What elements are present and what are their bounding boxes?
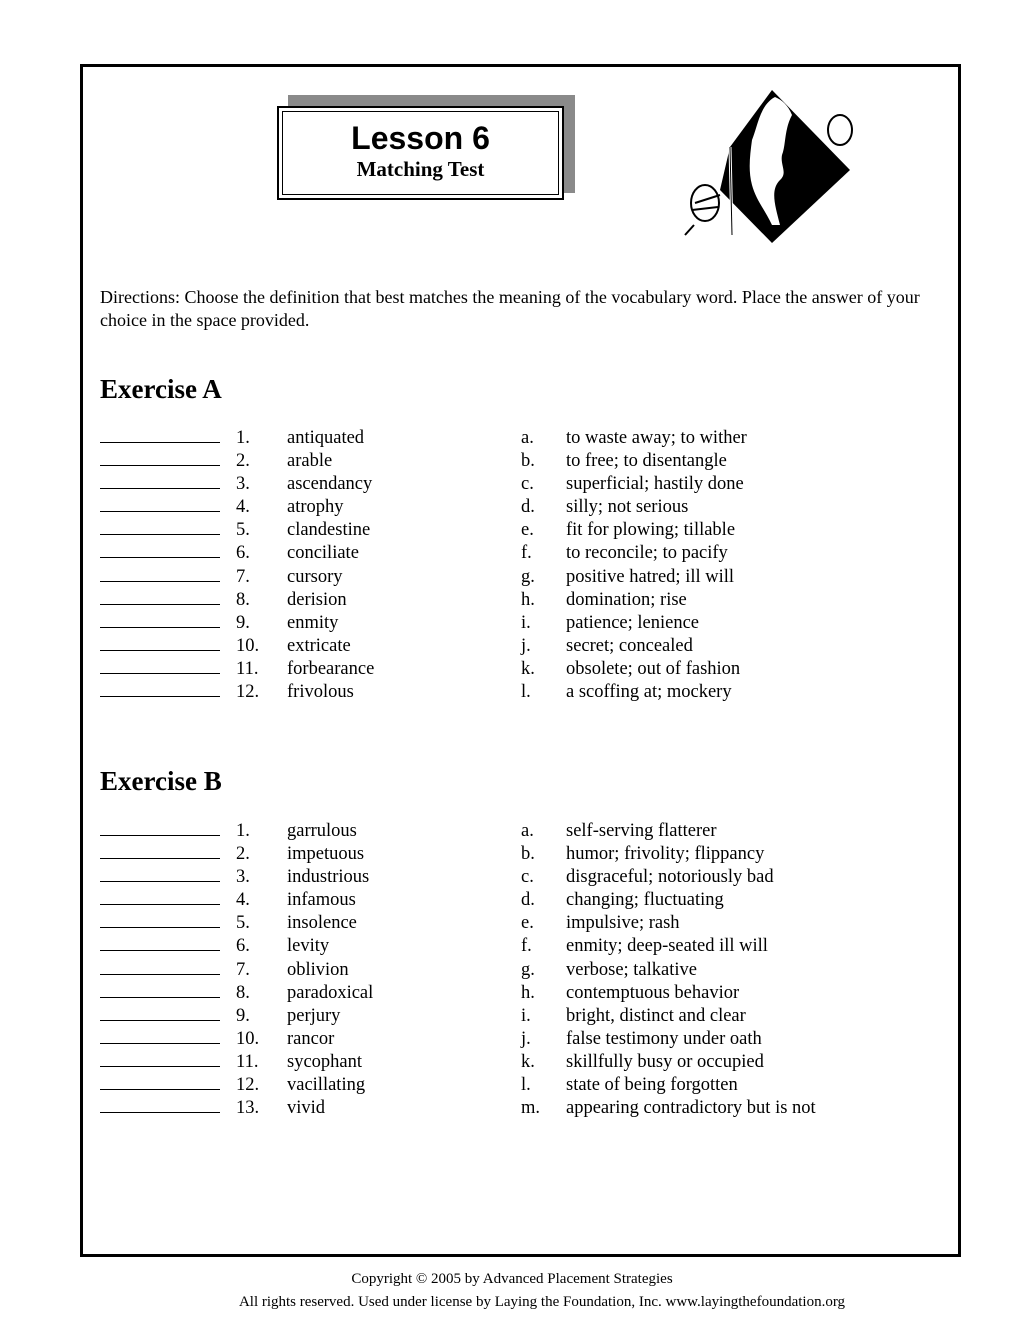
definition-letter: f.: [521, 543, 532, 564]
definition-letter: e.: [521, 913, 534, 934]
vocabulary-word: rancor: [287, 1028, 335, 1049]
definition-letter: m.: [521, 1098, 541, 1119]
item-number: 10.: [236, 635, 260, 656]
matching-row: [0, 820, 1024, 843]
matching-row: [0, 889, 1024, 912]
answer-blank[interactable]: [100, 866, 220, 882]
answer-blank[interactable]: [100, 566, 220, 582]
matching-row: [0, 982, 1024, 1005]
exercise-b-heading: Exercise B: [100, 766, 222, 796]
item-number: 8.: [236, 589, 250, 610]
matching-row: [0, 681, 1024, 704]
title-box: [277, 106, 564, 200]
vocabulary-word: paradoxical: [287, 982, 374, 1003]
vocabulary-word: insolence: [287, 913, 357, 934]
vocabulary-word: levity: [287, 936, 330, 957]
matching-row: [0, 519, 1024, 542]
vocabulary-word: frivolous: [287, 682, 354, 703]
item-number: 3.: [236, 867, 250, 888]
definition-letter: b.: [521, 451, 535, 472]
matching-row: [0, 635, 1024, 658]
item-number: 8.: [236, 982, 250, 1003]
definition-letter: d.: [521, 497, 535, 518]
matching-row: [0, 935, 1024, 958]
answer-blank[interactable]: [100, 473, 220, 489]
item-number: 13.: [236, 1098, 260, 1119]
definition-text: disgraceful; notoriously bad: [566, 867, 774, 888]
definition-letter: g.: [521, 566, 535, 587]
answer-blank[interactable]: [100, 982, 220, 998]
lesson-title: Lesson 6: [351, 120, 490, 156]
definition-letter: l.: [521, 682, 531, 703]
exercise-a-list: [0, 427, 1024, 704]
answer-blank[interactable]: [100, 959, 220, 975]
answer-blank[interactable]: [100, 935, 220, 951]
item-number: 2.: [236, 451, 250, 472]
item-number: 11.: [236, 658, 259, 679]
definition-text: impulsive; rash: [566, 913, 680, 934]
answer-blank[interactable]: [100, 612, 220, 628]
vocabulary-word: impetuous: [287, 844, 365, 865]
matching-row: [0, 658, 1024, 681]
matching-row: [0, 427, 1024, 450]
vocabulary-word: antiquated: [287, 428, 365, 448]
definition-text: patience; lenience: [566, 612, 700, 633]
matching-row: [0, 1097, 1024, 1120]
item-number: 10.: [236, 1028, 260, 1049]
definition-letter: h.: [521, 982, 535, 1003]
matching-row: [0, 843, 1024, 866]
vocabulary-word: enmity: [287, 612, 339, 633]
definition-letter: i.: [521, 1005, 531, 1026]
definition-letter: j.: [521, 1028, 531, 1049]
definition-text: humor; frivolity; flippancy: [566, 844, 765, 865]
item-number: 1.: [236, 428, 250, 448]
matching-row: [0, 566, 1024, 589]
item-number: 5.: [236, 913, 250, 934]
answer-blank[interactable]: [100, 1051, 220, 1067]
definition-text: to free; to disentangle: [566, 451, 727, 472]
definition-text: false testimony under oath: [566, 1028, 762, 1049]
definition-letter: k.: [521, 658, 535, 679]
answer-blank[interactable]: [100, 427, 220, 443]
matching-row: [0, 612, 1024, 635]
answer-blank[interactable]: [100, 889, 220, 905]
definition-letter: l.: [521, 1075, 531, 1096]
vocabulary-word: cursory: [287, 566, 343, 587]
definition-text: superficial; hastily done: [566, 474, 744, 495]
vocabulary-word: derision: [287, 589, 347, 610]
answer-blank[interactable]: [100, 1028, 220, 1044]
vocabulary-word: perjury: [287, 1005, 341, 1026]
item-number: 7.: [236, 566, 250, 587]
item-number: 9.: [236, 1005, 250, 1026]
vocabulary-word: oblivion: [287, 959, 349, 980]
item-number: 3.: [236, 474, 250, 495]
definition-text: changing; fluctuating: [566, 890, 724, 911]
vocabulary-word: atrophy: [287, 497, 344, 518]
answer-blank[interactable]: [100, 1005, 220, 1021]
vocabulary-word: ascendancy: [287, 474, 373, 495]
answer-blank[interactable]: [100, 635, 220, 651]
definition-text: verbose; talkative: [566, 959, 697, 980]
matching-row: [0, 912, 1024, 935]
directions-text: Directions: Choose the definition that best matches the meaning of the vocabulary word. Place the answer of your choice in the space provided.: [100, 287, 920, 330]
answer-blank[interactable]: [100, 519, 220, 535]
definition-text: to reconcile; to pacify: [566, 543, 728, 564]
item-number: 1.: [236, 821, 250, 841]
copyright-line: Copyright © 2005 by Advanced Placement Strategies: [351, 1271, 673, 1287]
definition-letter: a.: [521, 428, 534, 448]
definition-text: enmity; deep-seated ill will: [566, 936, 768, 957]
definition-text: to waste away; to wither: [566, 428, 747, 448]
item-number: 6.: [236, 936, 250, 957]
definition-text: appearing contradictory but is not: [566, 1098, 816, 1119]
answer-blank[interactable]: [100, 542, 220, 558]
answer-blank[interactable]: [100, 912, 220, 928]
definition-letter: j.: [521, 635, 531, 656]
vocabulary-word: clandestine: [287, 520, 371, 541]
vocabulary-word: extricate: [287, 635, 351, 656]
lesson-subtitle: Matching Test: [356, 157, 485, 181]
answer-blank[interactable]: [100, 843, 220, 859]
answer-blank[interactable]: [100, 1074, 220, 1090]
vocabulary-word: forbearance: [287, 658, 375, 679]
definition-text: contemptuous behavior: [566, 982, 740, 1003]
matching-row: [0, 450, 1024, 473]
matching-row: [0, 959, 1024, 982]
license-line: All rights reserved. Used under license by Laying the Foundation, Inc. www.layingthefoundation.org: [238, 1294, 846, 1310]
item-number: 2.: [236, 844, 250, 865]
definition-letter: e.: [521, 520, 534, 541]
definition-letter: b.: [521, 844, 535, 865]
matching-row: [0, 1051, 1024, 1074]
answer-blank[interactable]: [100, 658, 220, 674]
definition-letter: c.: [521, 867, 534, 888]
answer-blank[interactable]: [100, 820, 220, 836]
item-number: 11.: [236, 1051, 259, 1072]
vocabulary-word: infamous: [287, 890, 356, 911]
item-number: 12.: [236, 1075, 260, 1096]
definition-text: self-serving flatterer: [566, 821, 717, 841]
answer-blank[interactable]: [100, 1097, 220, 1113]
definition-text: skillfully busy or occupied: [566, 1051, 764, 1072]
definition-text: fit for plowing; tillable: [566, 520, 736, 541]
item-number: 6.: [236, 543, 250, 564]
matching-row: [0, 589, 1024, 612]
matching-row: [0, 1074, 1024, 1097]
definition-text: secret; concealed: [566, 635, 693, 656]
answer-blank[interactable]: [100, 589, 220, 605]
definition-letter: g.: [521, 959, 535, 980]
matching-row: [0, 1005, 1024, 1028]
definition-letter: k.: [521, 1051, 535, 1072]
profile-silhouette-logo-icon: [680, 85, 855, 245]
definition-letter: i.: [521, 612, 531, 633]
matching-row: [0, 473, 1024, 496]
definition-letter: a.: [521, 821, 534, 841]
exercise-a-heading: Exercise A: [100, 374, 222, 404]
definition-text: a scoffing at; mockery: [566, 682, 732, 703]
item-number: 9.: [236, 612, 250, 633]
answer-blank[interactable]: [100, 496, 220, 512]
item-number: 5.: [236, 520, 250, 541]
vocabulary-word: vivid: [287, 1098, 326, 1119]
definition-letter: d.: [521, 890, 535, 911]
exercise-b-list: [0, 820, 1024, 1120]
item-number: 7.: [236, 959, 250, 980]
matching-row: [0, 866, 1024, 889]
definition-text: state of being forgotten: [566, 1075, 738, 1096]
vocabulary-word: garrulous: [287, 821, 357, 841]
vocabulary-word: industrious: [287, 867, 370, 888]
vocabulary-word: vacillating: [287, 1075, 366, 1096]
definition-text: domination; rise: [566, 589, 687, 610]
definition-text: bright, distinct and clear: [566, 1005, 746, 1026]
definition-letter: h.: [521, 589, 535, 610]
vocabulary-word: conciliate: [287, 543, 359, 564]
definition-letter: f.: [521, 936, 532, 957]
matching-row: [0, 496, 1024, 519]
vocabulary-word: sycophant: [287, 1051, 363, 1072]
matching-row: [0, 542, 1024, 565]
answer-blank[interactable]: [100, 681, 220, 697]
definition-text: silly; not serious: [566, 497, 689, 518]
definition-text: obsolete; out of fashion: [566, 658, 741, 679]
definition-text: positive hatred; ill will: [566, 566, 735, 587]
item-number: 4.: [236, 497, 250, 518]
vocabulary-word: arable: [287, 451, 333, 472]
item-number: 12.: [236, 682, 260, 703]
item-number: 4.: [236, 890, 250, 911]
answer-blank[interactable]: [100, 450, 220, 466]
definition-letter: c.: [521, 474, 534, 495]
matching-row: [0, 1028, 1024, 1051]
